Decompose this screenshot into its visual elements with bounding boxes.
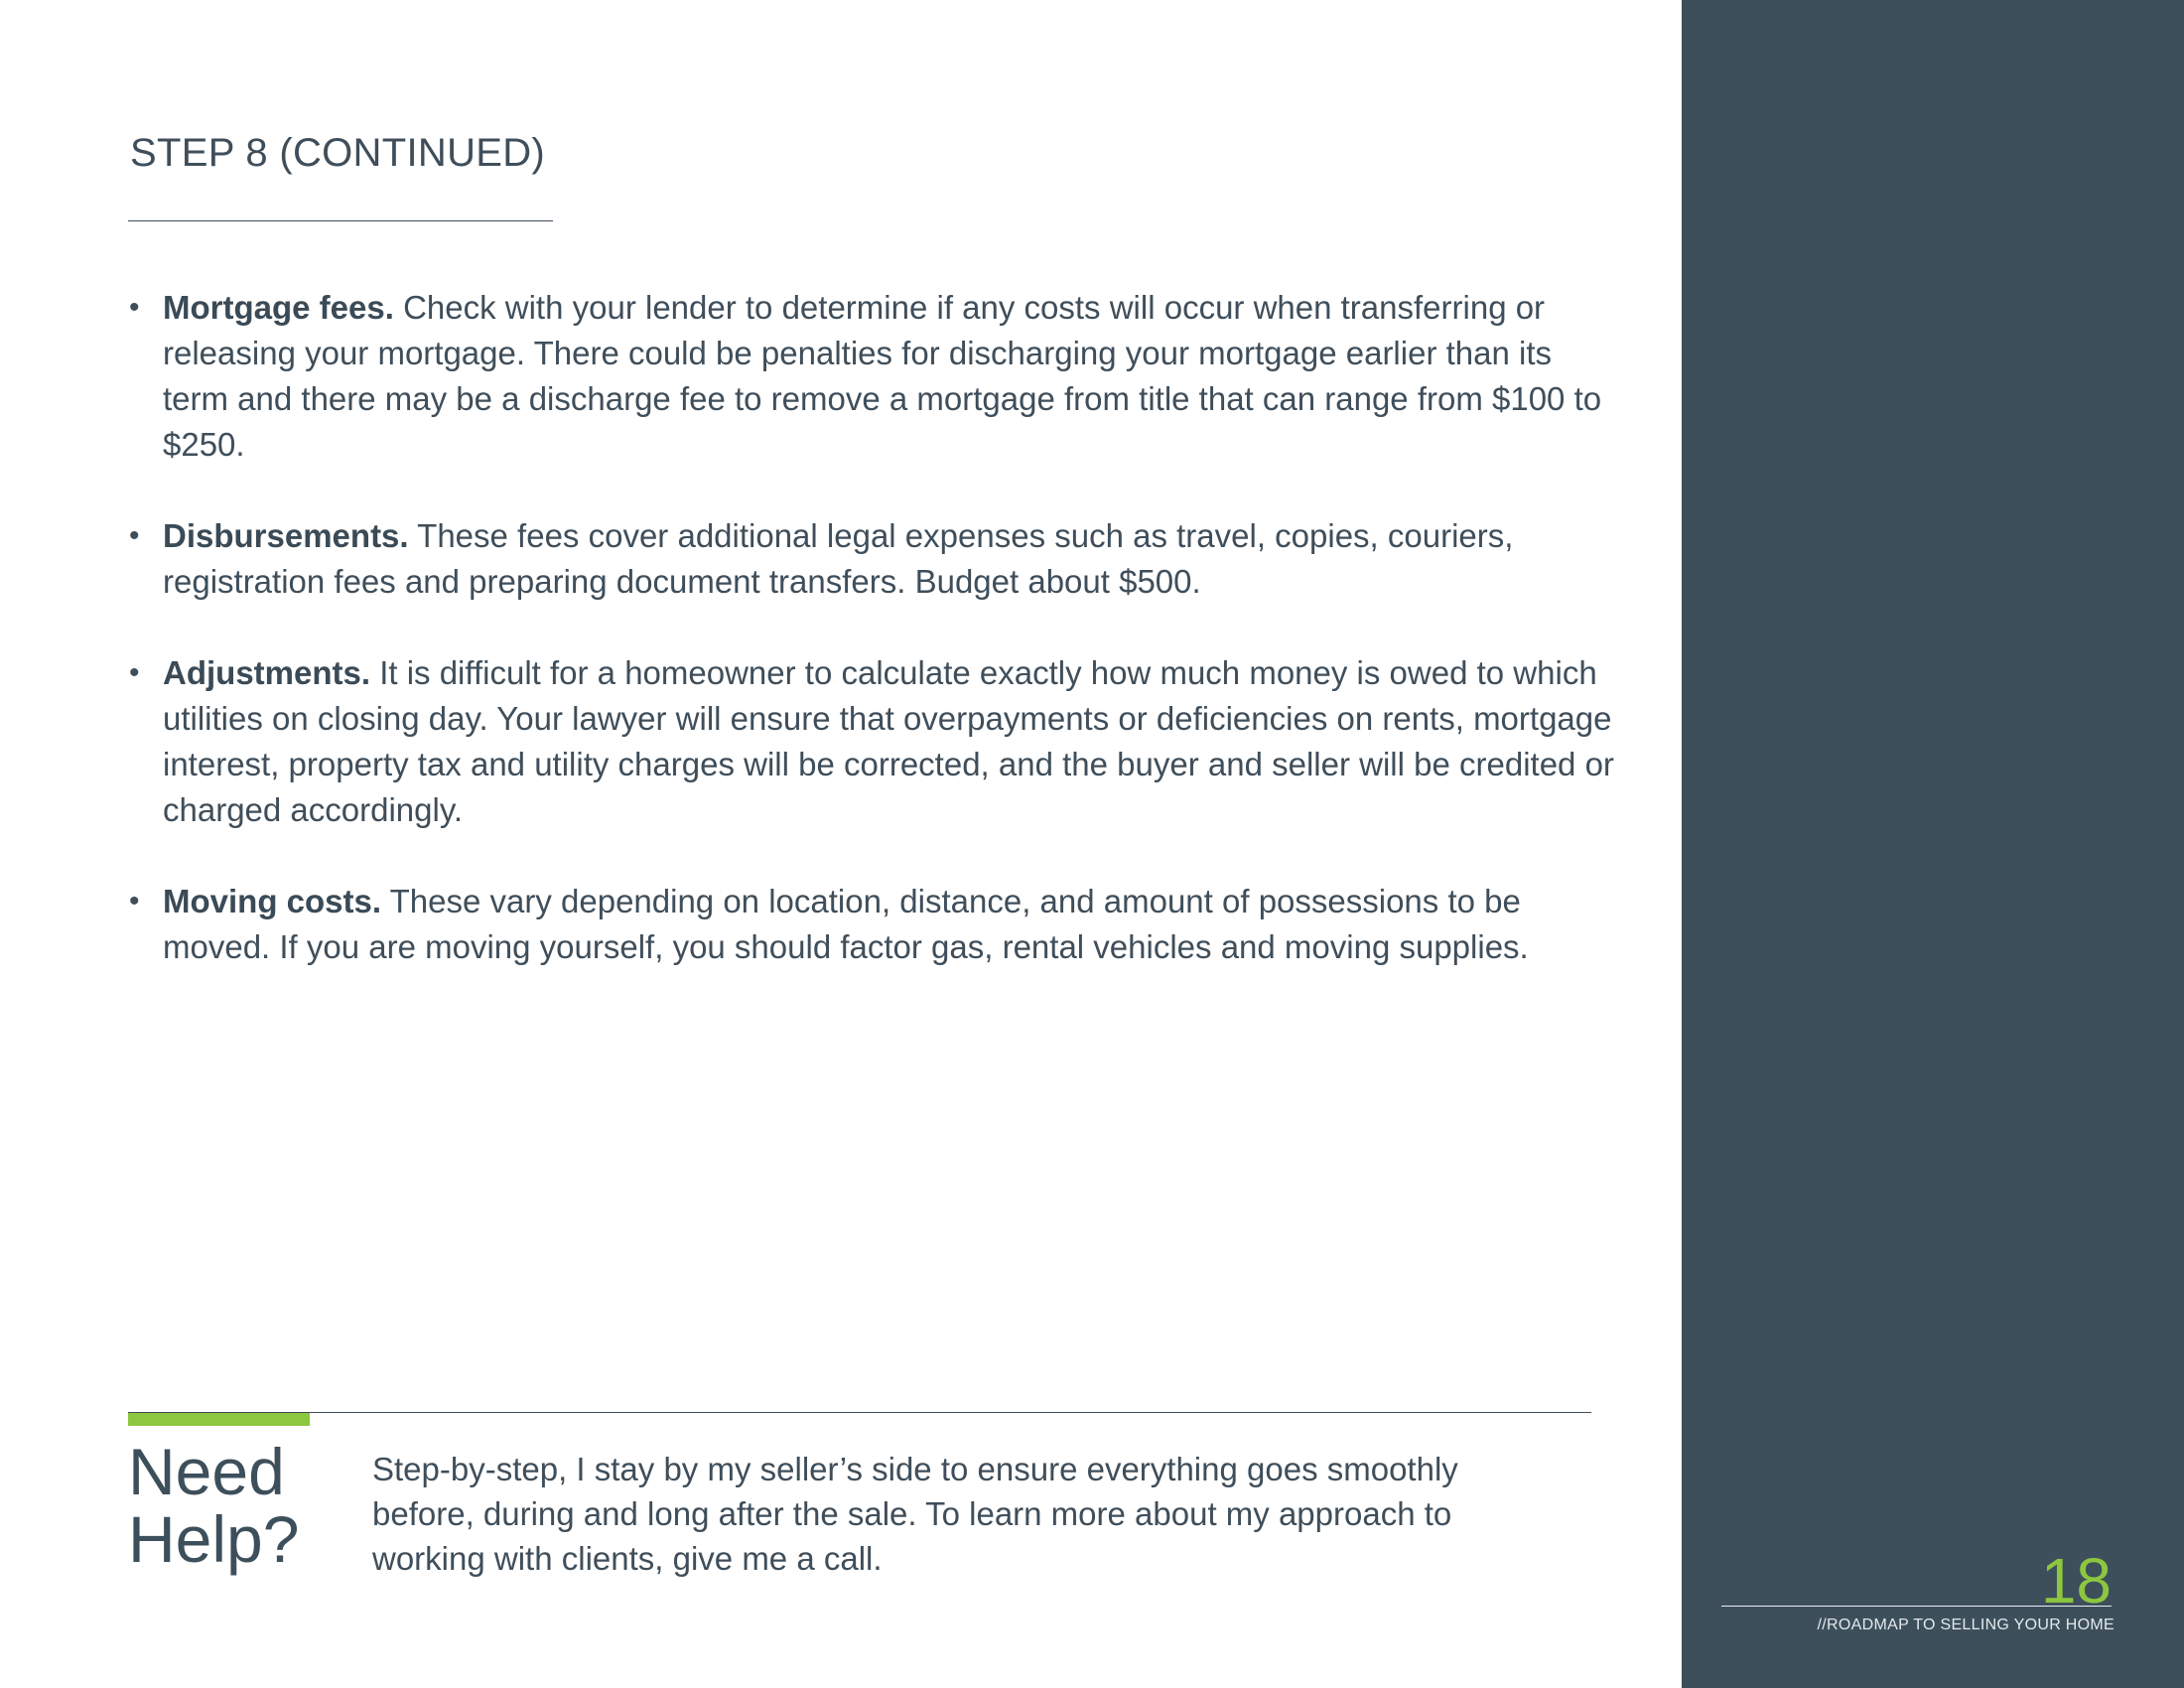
help-heading-line1: Need [128,1435,285,1508]
bullet-text: These fees cover additional legal expenses such as travel, copies, couriers, registration fees and preparing document transfers. Budget about $500. [163,517,1514,600]
footer-label: //ROADMAP TO SELLING YOUR HOME [1817,1617,2115,1633]
cost-list [129,285,1618,1016]
bullet-term: Adjustments. [163,654,371,691]
footer-divider [1721,1606,2112,1607]
help-heading [128,1435,300,1576]
list-item-mortgage-fees [129,285,1618,468]
list-item-moving-costs [129,879,1618,970]
bullet-term: Moving costs. [163,883,382,919]
page-title: STEP 8 (CONTINUED) [130,131,546,175]
bullet-icon: • [129,885,140,917]
help-heading-line2: Help? [128,1502,300,1576]
bullet-term: Mortgage fees. [163,289,394,326]
help-divider [128,1412,1591,1413]
list-item-disbursements [129,513,1618,605]
help-accent-bar [128,1413,310,1426]
page-number: 18 [2040,1545,2112,1617]
list-item-adjustments [129,650,1618,833]
bullet-icon: • [129,519,140,552]
sidebar-panel [1682,0,2184,1688]
bullet-term: Disbursements. [163,517,409,554]
bullet-icon: • [129,291,140,324]
title-divider [128,220,553,221]
bullet-text: These vary depending on location, distance, and amount of possessions to be moved. If you are moving yourself, you should factor gas, rental vehicles and moving supplies. [163,883,1529,965]
bullet-icon: • [129,656,140,689]
bullet-text: Check with your lender to determine if any costs will occur when transferring or releasing your mortgage. There could be penalties for discharging your mortgage earlier than its term and there may be a discharge fee to remove a mortgage from title that can range from $100 to $250. [163,289,1602,463]
help-text: Step-by-step, I stay by my seller’s side to ensure everything goes smoothly before, during and long after the sale. To learn more about my approach to working with clients, give me a call. [372,1451,1458,1577]
bullet-text: It is difficult for a homeowner to calculate exactly how much money is owed to which utilities on closing day. Your lawyer will ensure that overpayments or deficiencies on rents, mortgage interest, property tax and utility charges will be corrected, and the buyer and seller will be credited or charged accordingly. [163,654,1614,828]
